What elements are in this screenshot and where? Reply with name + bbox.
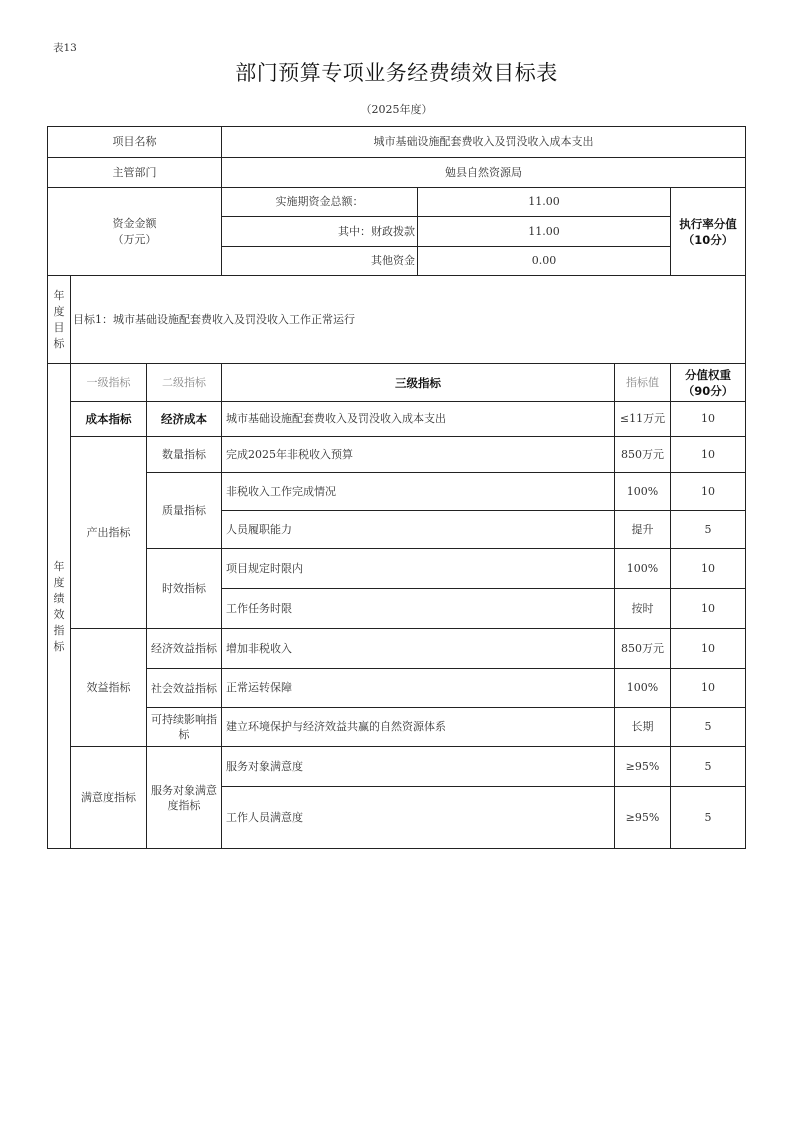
header-level1: 一级指标 bbox=[71, 364, 147, 402]
indicators-label-char: 年 bbox=[53, 559, 65, 573]
indicator-weight: 5 bbox=[704, 811, 712, 824]
annual-goal-label bbox=[48, 276, 71, 364]
total-funds-value: 11.00 bbox=[418, 188, 671, 217]
funds-label bbox=[48, 188, 222, 276]
other-funds-label: 其他资金 bbox=[222, 247, 418, 276]
level3-indicator: 工作任务时限 bbox=[222, 589, 615, 629]
indicators-label-char: 指 bbox=[53, 623, 65, 637]
level3-indicator: 非税收入工作完成情况 bbox=[222, 473, 615, 511]
execution-score-label bbox=[671, 188, 745, 276]
level2-timeliness: 时效指标 bbox=[147, 549, 222, 629]
indicator-target-value: 按时 bbox=[615, 589, 671, 629]
indicator-target-value: ≥95% bbox=[615, 747, 671, 787]
indicator-weight: 10 bbox=[671, 402, 745, 437]
project-name-label: 项目名称 bbox=[48, 127, 222, 158]
indicator-weight: 10 bbox=[671, 437, 745, 473]
execution-score-line1: 执行率分值 bbox=[679, 216, 737, 231]
level3-indicator: 工作人员满意度 bbox=[222, 787, 615, 849]
level3-indicator: 正常运转保障 bbox=[222, 669, 615, 708]
annual-goal-label-char: 度 bbox=[53, 304, 65, 318]
indicator-target-value: 长期 bbox=[615, 708, 671, 747]
indicators-label-char: 绩 bbox=[53, 591, 65, 605]
performance-goal-table bbox=[47, 126, 746, 849]
execution-score-line2: （10分） bbox=[682, 232, 734, 247]
sheet-label: 表13 bbox=[53, 42, 77, 54]
total-funds-label: 实施期资金总额： bbox=[222, 188, 418, 217]
indicator-weight: 5 bbox=[671, 708, 745, 747]
level1-output: 产出指标 bbox=[71, 437, 147, 629]
page-title: 部门预算专项业务经费绩效目标表 bbox=[235, 61, 558, 85]
level2-quantity: 数量指标 bbox=[147, 437, 222, 473]
level2-quality: 质量指标 bbox=[147, 473, 222, 549]
annual-goal-text: 目标1：城市基础设施配套费收入及罚没收入工作正常运行 bbox=[71, 276, 745, 364]
indicator-target-value: ≤11万元 bbox=[615, 402, 671, 437]
level1-benefit: 效益指标 bbox=[71, 629, 147, 747]
level3-indicator: 服务对象满意度 bbox=[222, 747, 615, 787]
annual-goal-label-char: 标 bbox=[53, 336, 65, 350]
fiscal-funds-value: 11.00 bbox=[418, 217, 671, 247]
level3-indicator: 完成2025年非税收入预算 bbox=[222, 437, 615, 473]
indicator-weight: 10 bbox=[671, 473, 745, 511]
indicator-weight: 5 bbox=[671, 747, 745, 787]
indicator-target-value: 850万元 bbox=[615, 437, 671, 473]
indicator-weight: 5 bbox=[671, 511, 745, 549]
performance-indicators-label bbox=[48, 364, 71, 849]
header-target: 指标值 bbox=[615, 364, 671, 402]
level3-indicator: 人员履职能力 bbox=[222, 511, 615, 549]
other-funds-value: 0.00 bbox=[418, 247, 671, 276]
indicator-weight: 10 bbox=[671, 589, 745, 629]
indicator-target-value: 850万元 bbox=[615, 629, 671, 669]
annual-goal-label-char: 目 bbox=[53, 320, 65, 334]
indicator-weight: 10 bbox=[671, 549, 745, 589]
annual-goal-label-char: 年 bbox=[53, 288, 65, 302]
indicator-target-value: 100% bbox=[615, 669, 671, 708]
funds-label-line1: 资金金额 bbox=[112, 216, 157, 230]
level2-social-benefit: 社会效益指标 bbox=[147, 669, 222, 708]
header-weight-line1: 分值权重 bbox=[685, 367, 731, 382]
level1-cost: 成本指标 bbox=[71, 402, 147, 437]
indicators-label-char: 度 bbox=[53, 575, 65, 589]
header-level2: 二级指标 bbox=[147, 364, 222, 402]
level3-indicator: 城市基础设施配套费收入及罚没收入成本支出 bbox=[222, 402, 615, 437]
indicator-target-value: 提升 bbox=[615, 511, 671, 549]
indicator-weight: 10 bbox=[671, 629, 745, 669]
project-name-value: 城市基础设施配套费收入及罚没收入成本支出 bbox=[222, 127, 745, 158]
indicator-target-value: 100% bbox=[615, 473, 671, 511]
level2-sustainability: 可持续影响指标 bbox=[147, 708, 222, 747]
page-subtitle: （2025年度） bbox=[360, 103, 433, 116]
level2-economic-cost: 经济成本 bbox=[147, 402, 222, 437]
header-weight bbox=[671, 364, 745, 402]
level3-indicator: 增加非税收入 bbox=[222, 629, 615, 669]
level2-service-satisfaction: 服务对象满意度指标 bbox=[147, 747, 222, 849]
indicator-target-value: 100% bbox=[615, 549, 671, 589]
level1-satisfaction: 满意度指标 bbox=[71, 747, 147, 849]
indicator-weight: 10 bbox=[671, 669, 745, 708]
header-weight-line2: （90分） bbox=[682, 383, 734, 398]
fiscal-funds-label: 其中：财政拨款 bbox=[222, 217, 418, 247]
level3-indicator: 项目规定时限内 bbox=[222, 549, 615, 589]
level3-indicator: 建立环境保护与经济效益共赢的自然资源体系 bbox=[222, 708, 615, 747]
department-value: 勉县自然资源局 bbox=[222, 158, 745, 188]
department-label: 主管部门 bbox=[48, 158, 222, 188]
indicators-label-char: 标 bbox=[53, 639, 65, 653]
header-level3: 三级指标 bbox=[222, 364, 615, 402]
indicators-label-char: 效 bbox=[53, 607, 65, 621]
indicator-target-value: ≥95% bbox=[615, 787, 671, 849]
level2-economic-benefit: 经济效益指标 bbox=[147, 629, 222, 669]
funds-label-line2: （万元） bbox=[112, 232, 157, 246]
